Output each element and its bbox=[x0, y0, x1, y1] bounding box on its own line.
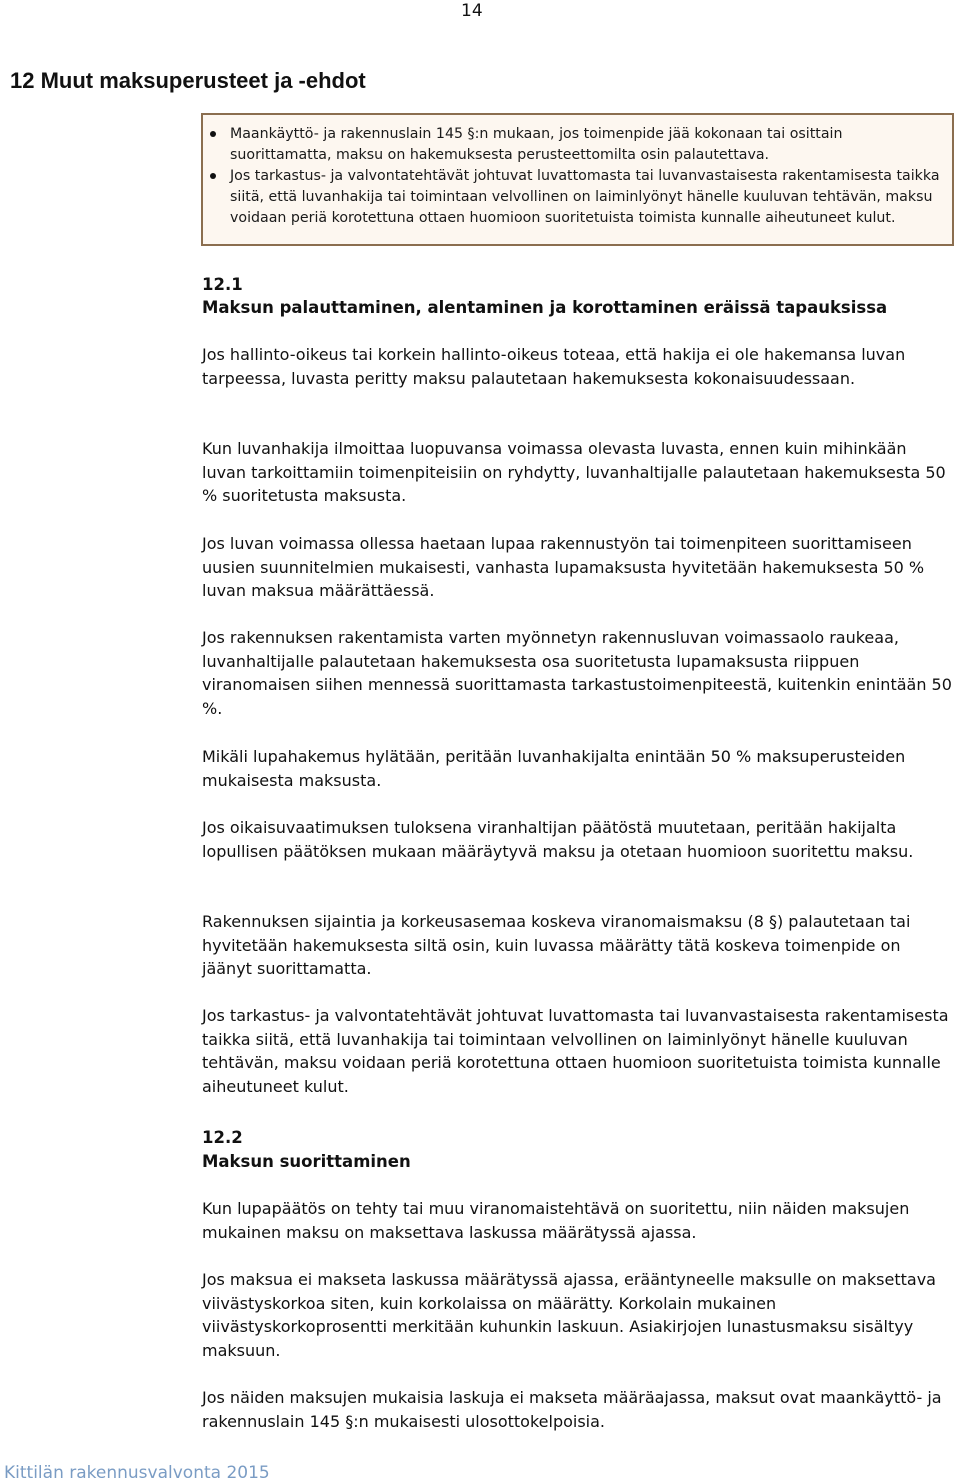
section-title: Maksun palauttaminen, alentaminen ja korottaminen eräissä tapauksissa bbox=[202, 298, 888, 317]
section-title: Maksun suorittaminen bbox=[202, 1152, 411, 1171]
paragraph: Jos luvan voimassa ollessa haetaan lupaa rakennustyön tai toimenpiteen suorittamiseen uusien suunnitelmien mukaisesti, vanhasta lupamaksusta hyvitetään hakemuksesta 50 % luvan maksua määrättäessä. bbox=[202, 534, 925, 600]
chapter-title: 12 Muut maksuperusteet ja -ehdot bbox=[10, 68, 366, 93]
paragraph: Rakennuksen sijaintia ja korkeusasemaa koskeva viranomaismaksu (8 §) palautetaan tai hyvitetään hakemuksesta siltä osin, kuin luvassa määrätty tätä koskeva toimenpide on jäänyt suorittamatta. bbox=[202, 912, 911, 978]
section-number: 12.1 bbox=[202, 275, 243, 294]
note-bullet-item: Maankäyttö- ja rakennuslain 145 §:n mukaan, jos toimenpide jää kokonaan tai osittain suorittamatta, maksu on hakemuksesta perusteettomilta osin palautettava. bbox=[230, 124, 944, 166]
paragraph: Mikäli lupahakemus hylätään, peritään luvanhakijalta enintään 50 % maksuperusteiden mukaisesta maksusta. bbox=[202, 747, 906, 790]
paragraph: Jos oikaisuvaatimuksen tuloksena viranhaltijan päätöstä muutetaan, peritään hakijalta lopullisen päätöksen mukaan määräytyvä maksu ja otetaan huomioon suoritettu maksu. bbox=[202, 818, 914, 861]
paragraph: Jos rakennuksen rakentamista varten myönnetyn rakennusluvan voimassaolo raukeaa, luvanhaltijalle palautetaan hakemuksesta osa suoritetusta lupamaksusta riippuen viranomaisen siihen mennessä suorittamasta tarkastustoimenpiteestä, kuitenkin enintään 50 %. bbox=[202, 628, 952, 718]
paragraph: Kun luvanhakija ilmoittaa luopuvansa voimassa olevasta luvasta, ennen kuin mihinkään luvan tarkoittamiin toimenpiteisiin on ryhdytty, luvanhaltijalle palautetaan hakemuksesta 50 % suoritetusta maksusta. bbox=[202, 439, 946, 505]
highlighted-note-box bbox=[201, 113, 954, 246]
note-bullet-item: Jos tarkastus- ja valvontatehtävät johtuvat luvattomasta tai luvanvastaisesta rakentamisesta taikka siitä, että luvanhakija tai toimintaan velvollinen on laiminlyönyt hänelle kuuluvan tehtävän, maksu voidaan periä korotettuna ottaen huomioon suoritetuista toimista kunnalle aiheutuneet kulut. bbox=[230, 166, 944, 229]
footer: Kittilän rakennusvalvonta 2015 bbox=[4, 1463, 270, 1483]
paragraph: Jos näiden maksujen mukaisia laskuja ei makseta määräajassa, maksut ovat maankäyttö- ja rakennuslain 145 §:n mukaisesti ulosottokelpoisia. bbox=[202, 1388, 942, 1431]
paragraph: Jos hallinto-oikeus tai korkein hallinto-oikeus toteaa, että hakija ei ole hakemansa luvan tarpeessa, luvasta peritty maksu palautetaan hakemuksesta kokonaisuudessaan. bbox=[202, 345, 906, 388]
section-number: 12.2 bbox=[202, 1128, 243, 1147]
paragraph: Jos tarkastus- ja valvontatehtävät johtuvat luvattomasta tai luvanvastaisesta rakentamisesta taikka siitä, että luvanhakija tai toimintaan velvollinen on laiminlyönyt hänelle kuuluvan tehtävän, maksu voidaan periä korotettuna ottaen huomioon suoritetuista toimista kunnalle aiheutuneet kulut. bbox=[202, 1006, 949, 1096]
page-number: 14 bbox=[461, 1, 483, 21]
paragraph: Jos maksua ei makseta laskussa määrätyssä ajassa, erääntyneelle maksulle on maksettava viivästyskorkoa siten, kuin korkolaissa on määrätty. Korkolain mukainen viivästyskorkoprosentti merkitään kuhunkin laskuun. Asiakirjojen lunastusmaksu sisältyy maksuun. bbox=[202, 1270, 936, 1360]
paragraph: Kun lupapäätös on tehty tai muu viranomaistehtävä on suoritettu, niin näiden maksujen mukainen maksu on maksettava laskussa määrätyssä ajassa. bbox=[202, 1199, 910, 1242]
